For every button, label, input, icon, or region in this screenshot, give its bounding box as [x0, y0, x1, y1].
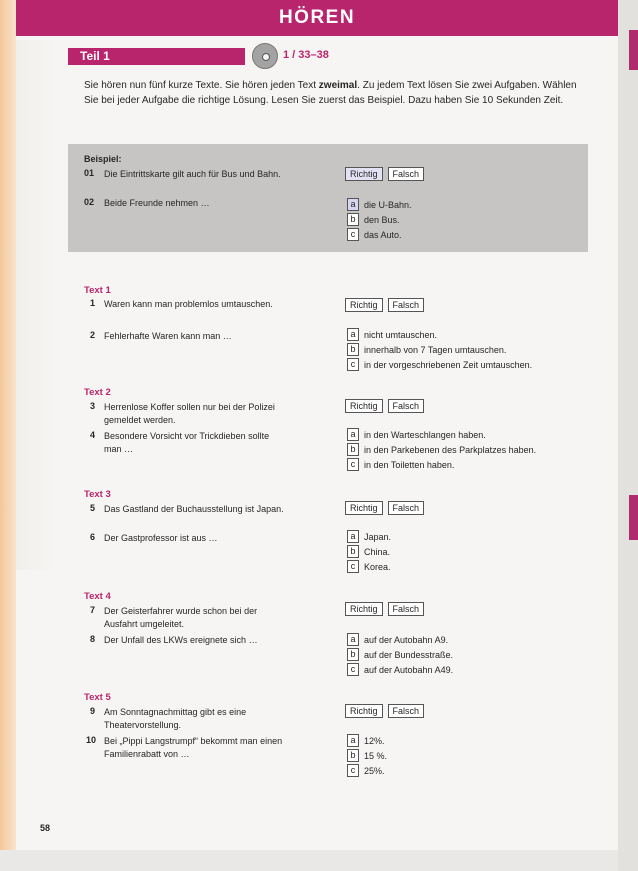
question-number: 10 — [86, 735, 97, 745]
option-c[interactable] — [347, 663, 453, 676]
question-number: 4 — [90, 430, 96, 440]
option-a[interactable] — [347, 530, 391, 543]
checkbox: b — [347, 213, 359, 226]
falsch-box[interactable]: Falsch — [388, 399, 425, 413]
richtig-falsch-choice — [345, 298, 424, 312]
option-text: in den Warteschlangen haben. — [364, 429, 486, 440]
question-text: Besondere Vorsicht vor Trickdieben sollte man … — [104, 431, 270, 454]
option-a[interactable] — [347, 734, 385, 747]
question-text: Die Eintrittskarte gilt auch für Bus und Bahn. — [104, 169, 281, 179]
richtig-box[interactable]: Richtig — [345, 298, 383, 312]
checkbox[interactable]: c — [347, 560, 359, 573]
option-text: auf der Bundesstraße. — [364, 649, 454, 660]
question-text: Der Geisterfahrer wurde schon bei der Ausfahrt umgeleitet. — [104, 606, 258, 629]
question-number: 7 — [90, 605, 96, 615]
option-text: in den Toiletten haben. — [364, 459, 455, 470]
question-number: 8 — [90, 634, 96, 644]
richtig-box[interactable]: Richtig — [345, 399, 383, 413]
book-spine — [0, 0, 16, 850]
option-b[interactable] — [347, 545, 390, 558]
option-text: die U-Bahn. — [364, 199, 412, 210]
example-option-a — [347, 198, 412, 211]
instructions: Sie hören nun fünf kurze Texte. Sie hören jeden Text zweimal. Zu jedem Text lösen Sie zwei Aufgaben. Wählen Sie bei jeder Aufgabe die richtige Lösung. Lesen Sie zuerst das Beispiel. Dazu haben Sie 10 Sekunden Zeit. — [84, 80, 577, 106]
question-number: 1 — [90, 298, 96, 308]
option-c[interactable] — [347, 458, 454, 471]
option-text: Korea. — [364, 561, 391, 572]
checkbox[interactable]: a — [347, 734, 359, 747]
checkbox[interactable]: a — [347, 428, 359, 441]
question-number: 3 — [90, 401, 96, 411]
question-text: Der Unfall des LKWs ereignete sich … — [104, 635, 258, 645]
option-b[interactable] — [347, 443, 536, 456]
option-text: nicht umtauschen. — [364, 329, 438, 340]
richtig-falsch-choice — [345, 704, 424, 718]
checkbox[interactable]: b — [347, 545, 359, 558]
checkbox[interactable]: b — [347, 648, 359, 661]
option-a[interactable] — [347, 428, 486, 441]
example-richtig-falsch — [345, 167, 424, 181]
question-text: Fehlerhafte Waren kann man … — [104, 331, 232, 341]
question-number: 6 — [90, 532, 96, 542]
richtig-falsch-choice — [345, 501, 424, 515]
example-title: Beispiel: — [84, 154, 122, 164]
option-text: in den Parkebenen des Parkplatzes haben. — [364, 444, 537, 455]
richtig-box[interactable]: Richtig — [345, 704, 383, 718]
option-a[interactable] — [347, 633, 448, 646]
option-text: innerhalb von 7 Tagen umtauschen. — [364, 344, 507, 355]
track-number: 1 / 33–38 — [283, 49, 329, 61]
falsch-box[interactable]: Falsch — [388, 298, 425, 312]
option-c[interactable] — [347, 764, 385, 777]
option-text: 12%. — [364, 735, 385, 746]
checkbox[interactable]: b — [347, 749, 359, 762]
option-b[interactable] — [347, 749, 387, 762]
falsch-box: Falsch — [388, 167, 425, 181]
richtig-falsch-choice — [345, 602, 424, 616]
richtig-box[interactable]: Richtig — [345, 501, 383, 515]
page-number: 58 — [40, 823, 51, 833]
question-number: 01 — [84, 168, 95, 178]
question-text: Der Gastprofessor ist aus … — [104, 533, 218, 543]
option-text: auf der Autobahn A49. — [364, 664, 454, 675]
question-number: 5 — [90, 503, 96, 513]
checkbox[interactable]: a — [347, 328, 359, 341]
falsch-box[interactable]: Falsch — [388, 602, 425, 616]
example-option-c — [347, 228, 402, 241]
page-edge — [618, 0, 638, 871]
text-label: Text 1 — [84, 285, 111, 296]
question-text: Beide Freunde nehmen … — [104, 198, 210, 208]
checkbox[interactable]: c — [347, 663, 359, 676]
section-marker — [629, 495, 638, 540]
option-text: 25%. — [364, 765, 385, 776]
checkbox[interactable]: a — [347, 530, 359, 543]
question-text: Herrenlose Koffer sollen nur bei der Polizei gemeldet werden. — [104, 402, 275, 425]
section-header — [16, 0, 618, 36]
checkbox[interactable]: c — [347, 458, 359, 471]
checkbox[interactable]: a — [347, 633, 359, 646]
richtig-falsch-choice — [345, 399, 424, 413]
text-label: Text 3 — [84, 489, 111, 500]
checkbox[interactable]: c — [347, 764, 359, 777]
cd-icon — [252, 43, 278, 69]
checkbox[interactable]: b — [347, 343, 359, 356]
falsch-box[interactable]: Falsch — [388, 501, 425, 515]
example-option-b — [347, 213, 400, 226]
question-number: 02 — [84, 197, 95, 207]
question-text: Waren kann man problemlos umtauschen. — [104, 299, 273, 309]
option-text: auf der Autobahn A9. — [364, 634, 449, 645]
falsch-box[interactable]: Falsch — [388, 704, 425, 718]
option-text: 15 %. — [364, 750, 388, 761]
richtig-box-checked: Richtig — [345, 167, 383, 181]
option-a[interactable] — [347, 328, 437, 341]
option-c[interactable] — [347, 560, 391, 573]
section-title: HÖREN — [278, 7, 356, 28]
question-text: Das Gastland der Buchausstellung ist Japan. — [104, 504, 284, 514]
section-marker — [629, 30, 638, 70]
question-number: 2 — [90, 330, 96, 340]
text-label: Text 5 — [84, 692, 111, 703]
option-text: in der vorgeschriebenen Zeit umtauschen. — [364, 359, 533, 370]
richtig-box[interactable]: Richtig — [345, 602, 383, 616]
question-text: Bei „Pippi Langstrumpf“ bekommt man einen Familienrabatt von … — [104, 736, 283, 759]
side-tab — [16, 40, 56, 570]
question-text: Am Sonntagnachmittag gibt es eine Theatervorstellung. — [104, 707, 247, 730]
text-label: Text 2 — [84, 387, 111, 398]
text-label: Text 4 — [84, 591, 111, 602]
checkbox[interactable]: b — [347, 443, 359, 456]
option-b[interactable] — [347, 343, 506, 356]
option-b[interactable] — [347, 648, 453, 661]
option-text: Japan. — [364, 531, 392, 542]
checkbox[interactable]: c — [347, 358, 359, 371]
option-text: China. — [364, 546, 391, 557]
checkbox-checked: a — [347, 198, 359, 211]
option-text: das Auto. — [364, 229, 402, 240]
option-text: den Bus. — [364, 214, 400, 225]
teil-label: Teil 1 — [68, 48, 245, 65]
checkbox: c — [347, 228, 359, 241]
option-c[interactable] — [347, 358, 532, 371]
question-number: 9 — [90, 706, 96, 716]
